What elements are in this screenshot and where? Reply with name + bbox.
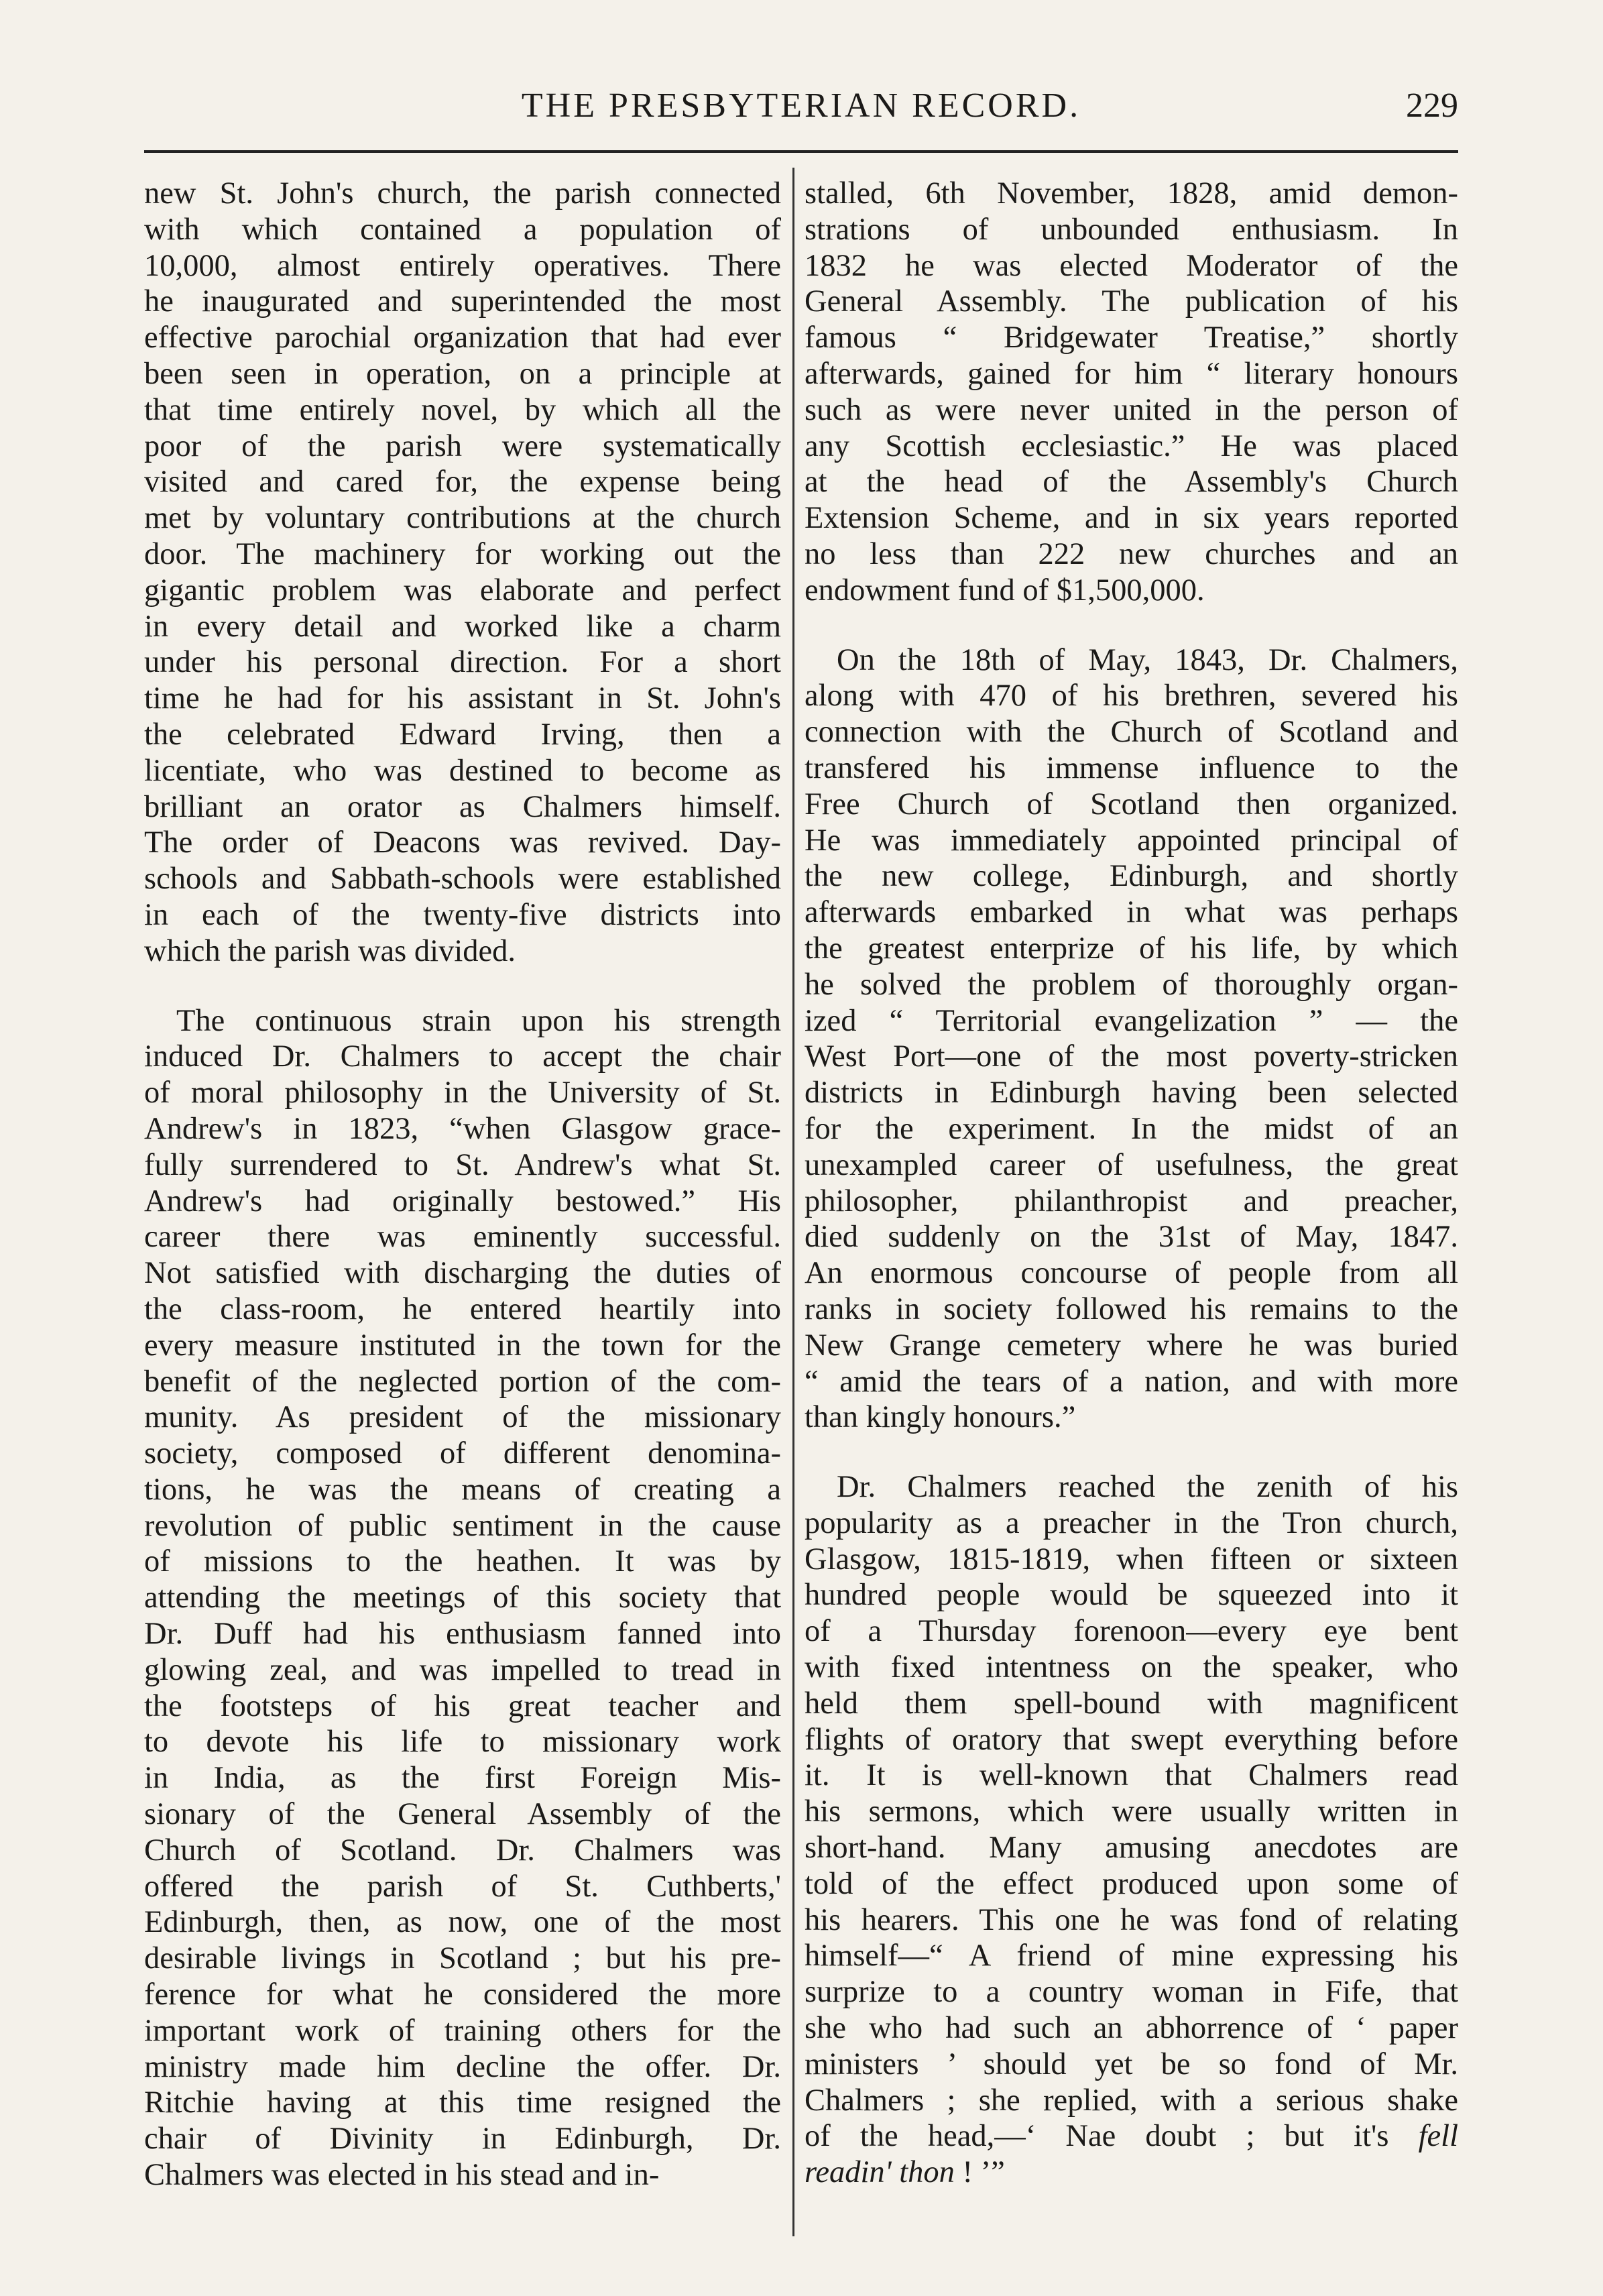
text-line: stalled, 6th November, 1828, amid demon-	[805, 176, 1458, 211]
text-line: he inaugurated and superintended the most	[144, 284, 781, 319]
text-line: munity. As president of the missionary	[144, 1400, 781, 1435]
text-line: ized “ Territorial evangelization ” — the	[805, 1003, 1458, 1038]
text-line: benefit of the neglected portion of the com-	[144, 1364, 781, 1399]
text-line: New Grange cemetery where he was buried	[805, 1328, 1458, 1363]
text-line: West Port—one of the most poverty-stricken	[805, 1039, 1458, 1074]
paragraph-gap	[805, 1436, 1458, 1469]
text-line: to devote his life to missionary work	[144, 1725, 781, 1760]
text-line: with fixed intentness on the speaker, who	[805, 1650, 1458, 1685]
text-line: any Scottish ecclesiastic.” He was placed	[805, 428, 1458, 463]
paragraph	[805, 176, 1458, 609]
text-line: attending the meetings of this society that	[144, 1581, 781, 1615]
text-line: afterwards embarked in what was perhaps	[805, 895, 1458, 930]
text-line: every measure instituted in the town for the	[144, 1328, 781, 1363]
text-line: The continuous strain upon his strength	[176, 1003, 781, 1038]
text-line: Edinburgh, then, as now, one of the most	[144, 1905, 781, 1940]
paragraph	[144, 1003, 781, 2193]
text-line: it. It is well-known that Chalmers read	[805, 1758, 1458, 1793]
text-line: the class-room, he entered heartily into	[144, 1292, 781, 1326]
text-line: Not satisfied with discharging the duties of	[144, 1256, 781, 1291]
header-rule	[144, 150, 1458, 153]
text-line: himself—“ A friend of mine expressing his	[805, 1939, 1458, 1973]
text-line: popularity as a preacher in the Tron church,	[805, 1505, 1458, 1540]
text-line: districts in Edinburgh having been selected	[805, 1076, 1458, 1110]
text-line: ranks in society followed his remains to the	[805, 1292, 1458, 1326]
text-line: which the parish was divided.	[144, 933, 516, 968]
running-title: THE PRESBYTERIAN RECORD.	[521, 87, 1081, 125]
text-line: afterwards, gained for him “ literary honours	[805, 356, 1458, 391]
text-line: career there was eminently successful.	[144, 1220, 781, 1255]
text-line: of moral philosophy in the University of St.	[144, 1076, 781, 1110]
text-line: Free Church of Scotland then organized.	[805, 787, 1458, 821]
text-line: the celebrated Edward Irving, then a	[144, 717, 781, 752]
text-line: under his personal direction. For a short	[144, 645, 781, 680]
text-line: He was immediately appointed principal of	[805, 823, 1458, 858]
text-line: his sermons, which were usually written in	[805, 1794, 1458, 1829]
text-line: brilliant an orator as Chalmers himself.	[144, 789, 781, 824]
text-line: door. The machinery for working out the	[144, 536, 781, 571]
text-line: 10,000, almost entirely operatives. There	[144, 248, 781, 283]
text-line: been seen in operation, on a principle at	[144, 356, 781, 391]
text-line: philosopher, philanthropist and preacher,	[805, 1184, 1458, 1218]
text-line: connection with the Church of Scotland and	[805, 715, 1458, 750]
text-line: Church of Scotland. Dr. Chalmers was	[144, 1833, 781, 1868]
text-line: important work of training others for the	[144, 2013, 781, 2048]
text-line: ministers ’ should yet be so fond of Mr.	[805, 2047, 1458, 2081]
text-line: sionary of the General Assembly of the	[144, 1797, 781, 1832]
text-line: she who had such an abhorrence of ‘ paper	[805, 2011, 1458, 2046]
text-line: Extension Scheme, and in six years reported	[805, 501, 1458, 536]
text-line: of a Thursday forenoon—every eye bent	[805, 1614, 1458, 1649]
paragraph	[144, 176, 781, 970]
text-line: held them spell-bound with magnificent	[805, 1686, 1458, 1721]
text-line: visited and cared for, the expense being	[144, 465, 781, 500]
text-line: the new college, Edinburgh, and shortly	[805, 859, 1458, 894]
paragraph	[805, 642, 1458, 1436]
text-line: induced Dr. Chalmers to accept the chair	[144, 1039, 781, 1074]
text-line: flights of oratory that swept everything before	[805, 1722, 1458, 1757]
paragraph	[805, 1469, 1458, 2191]
text-line: in each of the twenty-five districts into	[144, 897, 781, 932]
text-line: Chalmers ; she replied, with a serious shake	[805, 2083, 1458, 2118]
text-line: surprize to a country woman in Fife, that	[805, 1975, 1458, 2010]
text-line: endowment fund of $1,500,000.	[805, 573, 1205, 608]
text-line: tions, he was the means of creating a	[144, 1472, 781, 1507]
text-line: that time entirely novel, by which all the	[144, 392, 781, 427]
text-line: at the head of the Assembly's Church	[805, 465, 1458, 500]
text-line: along with 470 of his brethren, severed his	[805, 679, 1458, 713]
text-line: Ritchie having at this time resigned the	[144, 2085, 781, 2120]
text-line: Dr. Chalmers reached the zenith of his	[837, 1470, 1458, 1505]
text-line: revolution of public sentiment in the cause	[144, 1508, 781, 1543]
text-line: the greatest enterprize of his life, by which	[805, 931, 1458, 966]
text-line: glowing zeal, and was impelled to tread in	[144, 1652, 781, 1687]
text-line: the footsteps of his great teacher and	[144, 1688, 781, 1723]
text-line: 1832 he was elected Moderator of the	[805, 248, 1458, 283]
text-line: effective parochial organization that had ever	[144, 321, 781, 355]
text-line: his hearers. This one he was fond of relating	[805, 1902, 1458, 1937]
text-line: new St. John's church, the parish connected	[144, 176, 781, 211]
text-line: readin' thon ! ’”	[805, 2155, 1005, 2190]
text-line: Andrew's had originally bestowed.” His	[144, 1184, 781, 1218]
text-line: licentiate, who was destined to become as	[144, 753, 781, 788]
text-line: schools and Sabbath-schools were established	[144, 862, 781, 897]
text-line: On the 18th of May, 1843, Dr. Chalmers,	[837, 642, 1458, 677]
text-line: Chalmers was elected in his stead and in-	[144, 2158, 660, 2193]
page-number: 229	[1406, 87, 1458, 125]
text-line: famous “ Bridgewater Treatise,” shortly	[805, 321, 1458, 355]
text-line: in every detail and worked like a charm	[144, 609, 781, 644]
text-line: offered the parish of St. Cuthberts,'	[144, 1869, 781, 1904]
text-line: such as were never united in the person of	[805, 392, 1458, 427]
text-line: ministry made him decline the offer. Dr.	[144, 2049, 781, 2084]
text-line: in India, as the first Foreign Mis-	[144, 1761, 781, 1796]
text-line: he solved the problem of thoroughly organ-	[805, 967, 1458, 1002]
text-line: gigantic problem was elaborate and perfect	[144, 573, 781, 608]
text-line: “ amid the tears of a nation, and with more	[805, 1364, 1458, 1399]
text-line: ference for what he considered the more	[144, 1977, 781, 2012]
text-line: unexampled career of usefulness, the great	[805, 1147, 1458, 1182]
text-line: of the head,—‘ Nae doubt ; but it's fell	[805, 2119, 1458, 2154]
text-line: fully surrendered to St. Andrew's what St.	[144, 1147, 781, 1182]
page-header	[144, 80, 1458, 141]
text-line: Glasgow, 1815-1819, when fifteen or sixteen	[805, 1542, 1458, 1576]
text-line: chair of Divinity in Edinburgh, Dr.	[144, 2122, 781, 2157]
text-line: with which contained a population of	[144, 212, 781, 247]
text-line: poor of the parish were systematically	[144, 428, 781, 463]
text-line: The order of Deacons was revived. Day-	[144, 825, 781, 860]
text-line: met by voluntary contributions at the church	[144, 501, 781, 536]
text-line: society, composed of different denomina-	[144, 1436, 781, 1471]
text-line: short-hand. Many amusing anecdotes are	[805, 1831, 1458, 1866]
paragraph-gap	[144, 970, 781, 1003]
left-column	[144, 176, 781, 2193]
paragraph-gap	[805, 609, 1458, 642]
text-line: An enormous concourse of people from all	[805, 1256, 1458, 1291]
text-line: General Assembly. The publication of his	[805, 284, 1458, 319]
text-line: died suddenly on the 31st of May, 1847.	[805, 1220, 1458, 1255]
text-line: hundred people would be squeezed into it	[805, 1578, 1458, 1613]
text-line: transfered his immense influence to the	[805, 750, 1458, 785]
right-column	[805, 176, 1458, 2190]
text-line: time he had for his assistant in St. John's	[144, 681, 781, 716]
text-line: strations of unbounded enthusiasm. In	[805, 212, 1458, 247]
text-line: for the experiment. In the midst of an	[805, 1111, 1458, 1146]
text-line: desirable livings in Scotland ; but his pre-	[144, 1941, 781, 1976]
text-line: Andrew's in 1823, “when Glasgow grace-	[144, 1111, 781, 1146]
text-line: than kingly honours.”	[805, 1400, 1076, 1435]
text-line: no less than 222 new churches and an	[805, 536, 1458, 571]
text-line: of missions to the heathen. It was by	[144, 1544, 781, 1579]
text-line: Dr. Duff had his enthusiasm fanned into	[144, 1617, 781, 1652]
text-line: told of the effect produced upon some of	[805, 1866, 1458, 1901]
column-divider	[792, 168, 794, 2236]
